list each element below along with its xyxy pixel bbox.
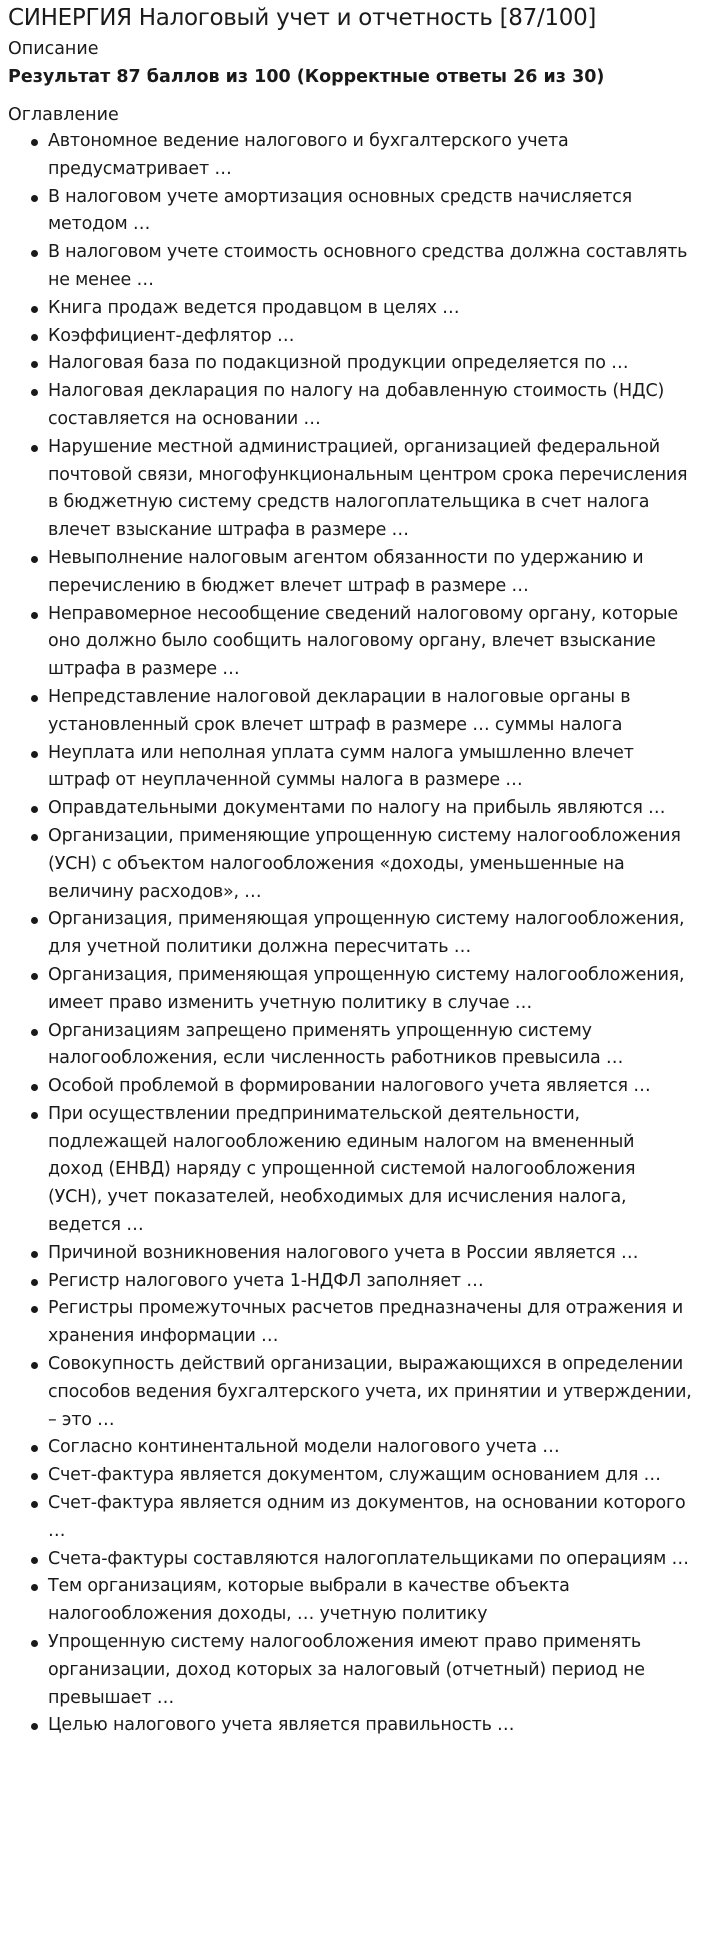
toc-item[interactable]: [48, 295, 693, 323]
bullet-icon: [31, 1723, 38, 1730]
toc-item[interactable]: [48, 545, 693, 601]
bullet-icon: [31, 1084, 38, 1091]
toc-item[interactable]: [48, 1101, 693, 1240]
toc-item[interactable]: [48, 684, 693, 740]
toc-item[interactable]: [48, 350, 693, 378]
toc-item-text[interactable]: Причиной возникновения налогового учета в России является …: [48, 1242, 639, 1263]
bullet-icon: [31, 917, 38, 924]
toc-item-text[interactable]: В налоговом учете стоимость основного средства должна составлять не менее …: [48, 242, 688, 290]
toc-item[interactable]: [48, 1490, 693, 1546]
toc-item-text[interactable]: Особой проблемой в формировании налогового учета является …: [48, 1076, 651, 1097]
toc-item-text[interactable]: Целью налогового учета является правильность …: [48, 1715, 515, 1736]
bullet-icon: [31, 1473, 38, 1480]
toc-item[interactable]: [48, 1434, 693, 1462]
bullet-icon: [31, 834, 38, 841]
toc-item[interactable]: [48, 239, 693, 295]
bullet-icon: [31, 1029, 38, 1036]
toc-item[interactable]: [48, 434, 693, 545]
toc-item[interactable]: [48, 740, 693, 796]
bullet-icon: [31, 1445, 38, 1452]
toc-item-text[interactable]: Организация, применяющая упрощенную систему налогообложения, для учетной политики должна пересчитать …: [48, 909, 685, 958]
toc-item-text[interactable]: Налоговая декларация по налогу на добавленную стоимость (НДС) составляется на основании …: [48, 381, 665, 429]
toc-item-text[interactable]: Тем организациям, которые выбрали в качестве объекта налогообложения доходы, … учетную политику: [48, 1576, 570, 1625]
bullet-icon: [31, 695, 38, 702]
toc-item-text[interactable]: Счет-фактура является одним из документов, на основании которого …: [48, 1493, 686, 1541]
toc-item[interactable]: [48, 323, 693, 351]
result-summary: Результат 87 баллов из 100 (Корректные ответы 26 из 30): [8, 67, 605, 87]
bullet-icon: [31, 445, 38, 452]
toc-item-text[interactable]: При осуществлении предпринимательской деятельности, подлежащей налогообложению единым налогом на вмененный доход (ЕНВД) наряду с упрощенной системой налогообложения (УСН), учет показателей, необходимых для исчисления налога, ведется …: [48, 1103, 636, 1236]
toc-item[interactable]: [48, 906, 693, 962]
bullet-icon: [31, 334, 38, 341]
bullet-icon: [31, 806, 38, 813]
bullet-icon: [31, 389, 38, 396]
toc-item-text[interactable]: Оправдательными документами по налогу на прибыль являются …: [48, 798, 666, 819]
toc-item[interactable]: [48, 184, 693, 240]
bullet-icon: [31, 612, 38, 619]
toc-item[interactable]: [48, 378, 693, 434]
bullet-icon: [31, 973, 38, 980]
bullet-icon: [31, 361, 38, 368]
toc-item-text[interactable]: Нарушение местной администрацией, организацией федеральной почтовой связи, многофункциональным центром срока перечисления в бюджетную систему средств налогоплательщика в счет налога влечет взыскание штрафа в размере …: [48, 436, 688, 541]
toc-item-text[interactable]: Налоговая база по подакцизной продукции определяется по …: [48, 353, 629, 374]
toc-item-text[interactable]: Регистры промежуточных расчетов предназначены для отражения и хранения информации …: [48, 1298, 683, 1347]
toc-item-text[interactable]: Упрощенную систему налогообложения имеют право применять организации, доход которых за налоговый (отчетный) период не превышает …: [48, 1632, 645, 1708]
toc-item[interactable]: [48, 1295, 693, 1351]
toc-item-text[interactable]: Коэффициент-дефлятор …: [48, 325, 295, 346]
bullet-icon: [31, 1584, 38, 1591]
bullet-icon: [31, 306, 38, 313]
bullet-icon: [31, 1112, 38, 1119]
bullet-icon: [31, 250, 38, 257]
toc-item-text[interactable]: Книга продаж ведется продавцом в целях …: [48, 297, 460, 318]
toc-item-text[interactable]: Счета-фактуры составляются налогоплательщиками по операциям …: [48, 1548, 689, 1569]
toc-item[interactable]: [48, 1073, 693, 1101]
toc-item[interactable]: [48, 1546, 693, 1574]
toc-item[interactable]: [48, 1712, 693, 1740]
toc-item-text[interactable]: Совокупность действий организации, выражающихся в определении способов ведения бухгалтерского учета, их принятии и утверждении, – это …: [48, 1354, 692, 1430]
toc-item-text[interactable]: Организация, применяющая упрощенную систему налогообложения, имеет право изменить учетную политику в случае …: [48, 964, 685, 1013]
toc-item[interactable]: [48, 128, 693, 184]
toc-item-text[interactable]: Невыполнение налоговым агентом обязанности по удержанию и перечислению в бюджет влечет штраф в размере …: [48, 547, 644, 596]
toc-item-text[interactable]: В налоговом учете амортизация основных средств начисляется методом …: [48, 186, 632, 235]
toc-item[interactable]: [48, 1268, 693, 1296]
toc-item-text[interactable]: Автономное ведение налогового и бухгалтерского учета предусматривает …: [48, 131, 569, 179]
page-title: СИНЕРГИЯ Налоговый учет и отчетность [87/100]: [8, 5, 597, 31]
bullet-icon: [31, 139, 38, 146]
toc-item[interactable]: [48, 1629, 693, 1712]
bullet-icon: [31, 1251, 38, 1258]
table-of-contents: [8, 128, 693, 1740]
toc-item[interactable]: [48, 1351, 693, 1434]
description-label: Описание: [8, 39, 99, 59]
toc-item-text[interactable]: Неправомерное несообщение сведений налоговому органу, которые оно должно было сообщить налоговому органу, влечет взыскание штрафа в размере …: [48, 603, 678, 680]
toc-item-text[interactable]: Организации, применяющие упрощенную систему налогообложения (УСН) с объектом налогообложения «доходы, уменьшенные на величину расходов», …: [48, 825, 681, 902]
toc-item-text[interactable]: Неуплата или неполная уплата сумм налога умышленно влечет штраф от неуплаченной суммы налога в размере …: [48, 742, 634, 791]
toc-item[interactable]: [48, 823, 693, 906]
toc-item-text[interactable]: Счет-фактура является документом, служащим основанием для …: [48, 1465, 661, 1486]
bullet-icon: [31, 1501, 38, 1508]
toc-item-text[interactable]: Непредставление налоговой декларации в налоговые органы в установленный срок влечет штраф в размере … суммы налога: [48, 686, 631, 735]
toc-item-text[interactable]: Согласно континентальной модели налогового учета …: [48, 1437, 560, 1458]
toc-item[interactable]: [48, 962, 693, 1018]
toc-item[interactable]: [48, 1240, 693, 1268]
toc-label: Оглавление: [8, 105, 119, 125]
toc-item[interactable]: [48, 795, 693, 823]
toc-item[interactable]: [48, 1462, 693, 1490]
toc-item[interactable]: [48, 601, 693, 684]
bullet-icon: [31, 1640, 38, 1647]
bullet-icon: [31, 1279, 38, 1286]
toc-item[interactable]: [48, 1018, 693, 1074]
bullet-icon: [31, 1306, 38, 1313]
bullet-icon: [31, 1362, 38, 1369]
toc-item-text[interactable]: Организациям запрещено применять упрощенную систему налогообложения, если численность работников превысила …: [48, 1020, 624, 1069]
bullet-icon: [31, 195, 38, 202]
bullet-icon: [31, 1557, 38, 1564]
toc-item-text[interactable]: Регистр налогового учета 1-НДФЛ заполняет …: [48, 1270, 484, 1291]
toc-item[interactable]: [48, 1573, 693, 1629]
bullet-icon: [31, 556, 38, 563]
bullet-icon: [31, 751, 38, 758]
